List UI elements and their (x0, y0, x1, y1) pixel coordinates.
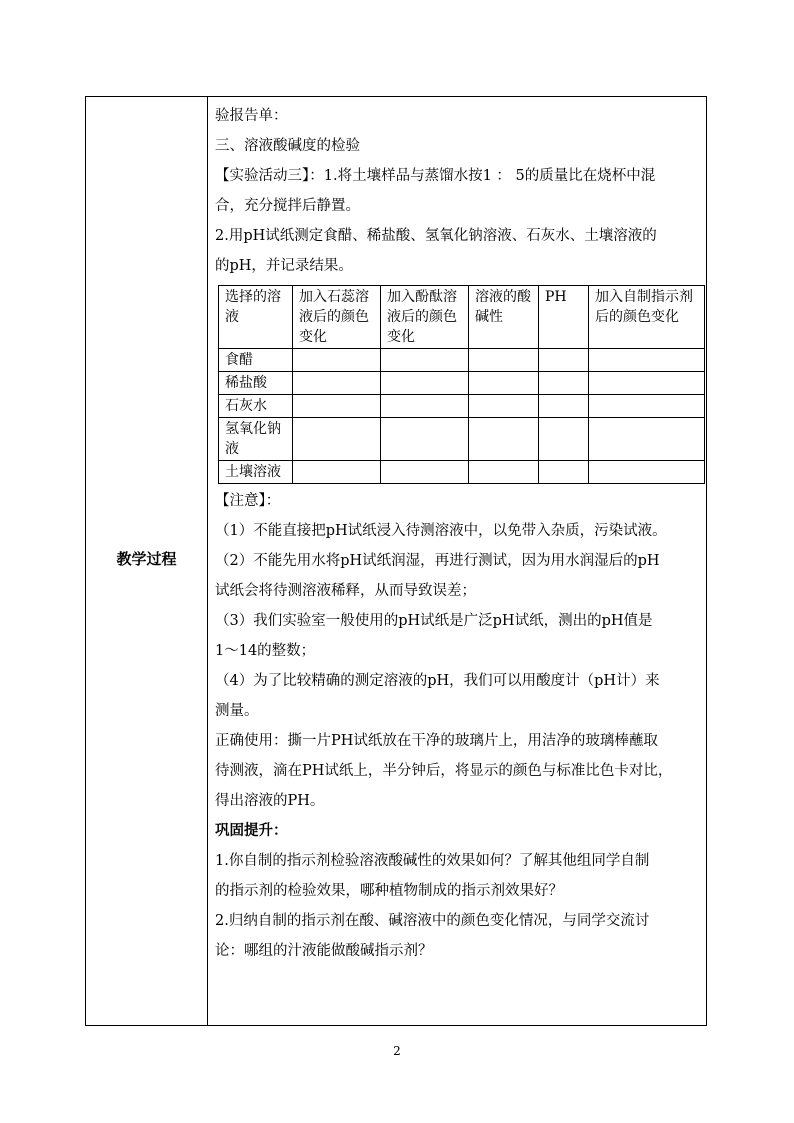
row-label: 氢氧化钠液 (219, 418, 293, 461)
text-line: 论：哪组的汁液能做酸碱指示剂？ (215, 943, 433, 959)
text-line: 1～14的整数； (215, 643, 316, 659)
empty-cell (539, 461, 589, 484)
table-header-cell: 加入自制指示剂后的颜色变化 (589, 286, 705, 349)
text-line: 的指示剂的检验效果，哪种植物制成的指示剂效果好？ (215, 883, 563, 899)
text-line: （3）我们实验室一般使用的pH试纸是广泛pH试纸，测出的pH值是 (215, 613, 653, 629)
text-line: 2.用pH试纸测定食醋、稀盐酸、氢氧化钠溶液、石灰水、土壤溶液的 (215, 228, 657, 244)
empty-cell (381, 349, 469, 372)
empty-cell (589, 372, 705, 395)
text-line: 2.归纳自制的指示剂在酸、碱溶液中的颜色变化情况，与同学交流讨 (215, 913, 650, 929)
table-row (219, 372, 705, 395)
text-line: （2）不能先用水将pH试纸润湿，再进行测试，因为用水润湿后的pH (215, 553, 660, 569)
empty-cell (539, 372, 589, 395)
table-header-cell: 加入酚酞溶液后的颜色变化 (381, 286, 469, 349)
empty-cell (293, 372, 381, 395)
table-row (219, 461, 705, 484)
row-label: 石灰水 (219, 395, 293, 418)
table-row (219, 349, 705, 372)
text-line: 【实验活动三】：1.将土壤样品与蒸馏水按1 ： 5的质量比在烧杯中混 (215, 168, 656, 184)
empty-cell (381, 372, 469, 395)
table-header-cell: 选择的溶液 (219, 286, 293, 349)
table-header-row (219, 286, 705, 349)
row-label: 稀盐酸 (219, 372, 293, 395)
empty-cell (293, 349, 381, 372)
text-line: 的pH，并记录结果。 (215, 258, 353, 274)
section-heading: 三、溶液酸碱度的检验 (215, 138, 360, 154)
empty-cell (469, 349, 539, 372)
consolidation-heading: 巩固提升： (215, 822, 288, 839)
note-heading: 【注意】： (215, 493, 281, 509)
text-line: （1）不能直接把pH试纸浸入待测溶液中，以免带入杂质，污染试液。 (215, 523, 667, 539)
column-divider (207, 96, 208, 1026)
text-line: 1.你自制的指示剂检验溶液酸碱性的效果如何？了解其他组同学自制 (215, 853, 650, 869)
page-number: 2 (393, 1044, 401, 1058)
empty-cell (381, 461, 469, 484)
table-header-cell: 加入石蕊溶液后的颜色变化 (293, 286, 381, 349)
empty-cell (469, 418, 539, 461)
empty-cell (469, 372, 539, 395)
empty-cell (469, 395, 539, 418)
empty-cell (589, 461, 705, 484)
empty-cell (589, 349, 705, 372)
empty-cell (381, 395, 469, 418)
text-line: 测量。 (215, 703, 259, 719)
empty-cell (539, 418, 589, 461)
row-label: 食醋 (219, 349, 293, 372)
table-header-cell: 溶液的酸碱性 (469, 286, 539, 349)
text-line: 验报告单： (215, 108, 288, 124)
empty-cell (381, 418, 469, 461)
text-line: 合，充分搅拌后静置。 (215, 198, 360, 214)
table-row (219, 395, 705, 418)
table-row (219, 418, 705, 461)
table-header-cell: PH (539, 286, 589, 349)
text-line: （4）为了比较精确的测定溶液的pH，我们可以用酸度计（pH计）来 (215, 673, 660, 689)
empty-cell (293, 418, 381, 461)
empty-cell (293, 395, 381, 418)
empty-cell (589, 418, 705, 461)
empty-cell (539, 349, 589, 372)
empty-cell (469, 461, 539, 484)
row-label: 土壤溶液 (219, 461, 293, 484)
empty-cell (539, 395, 589, 418)
empty-cell (589, 395, 705, 418)
empty-cell (293, 461, 381, 484)
text-line: 试纸会将待测溶液稀释，从而导致误差； (215, 583, 476, 599)
section-label: 教学过程 (116, 550, 177, 568)
text-line: 得出溶液的PH。 (215, 793, 325, 809)
results-table (218, 285, 705, 484)
text-line: 正确使用：撕一片PH试纸放在干净的玻璃片上，用洁净的玻璃棒蘸取 (215, 733, 658, 749)
content-cell (215, 101, 705, 966)
text-line: 待测液，滴在PH试纸上，半分钟后，将显示的颜色与标准比色卡对比， (215, 763, 673, 779)
